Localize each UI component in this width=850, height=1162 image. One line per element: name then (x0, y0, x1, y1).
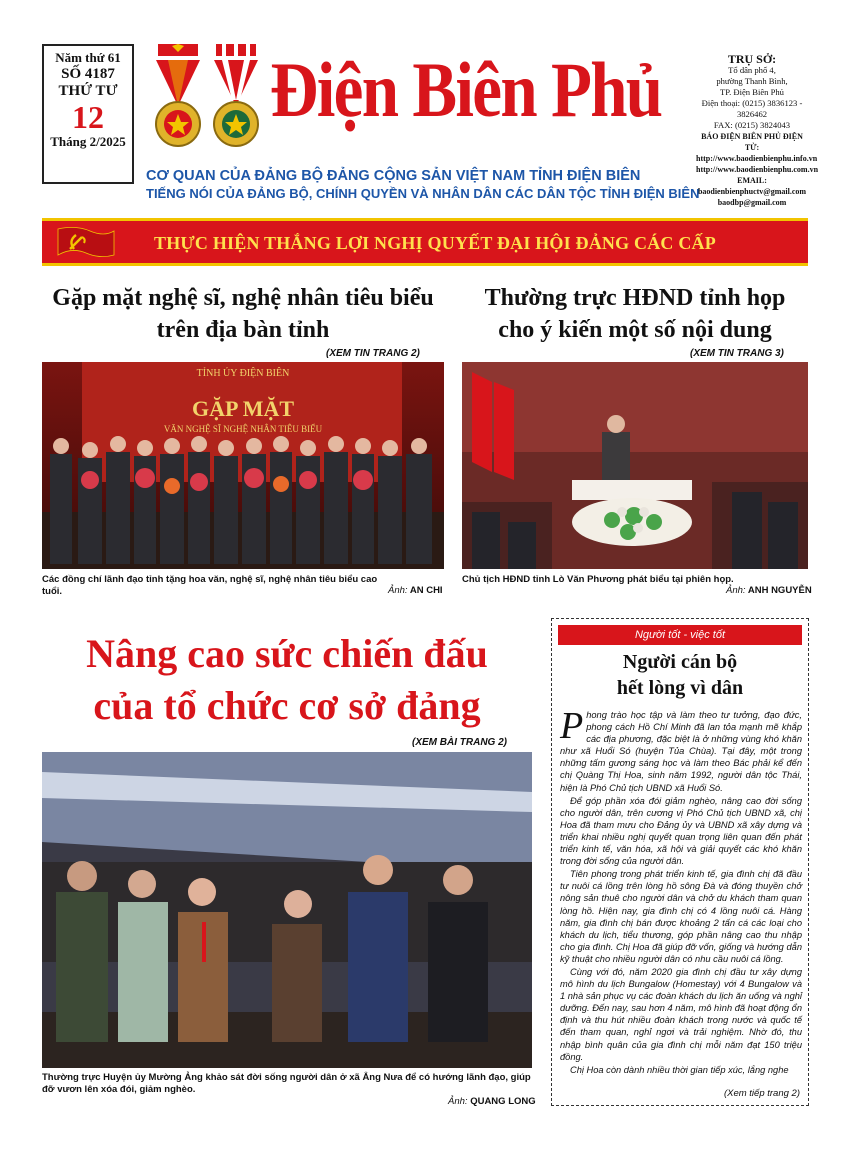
right-story-caption: Chủ tịch HĐND tỉnh Lò Văn Phương phát biểu tại phiên họp. (462, 574, 734, 585)
column-tag: Người tốt - việc tốt (558, 625, 802, 645)
issue-year: Năm thứ 61 (55, 50, 121, 65)
credit-name: QUANG LONG (470, 1096, 536, 1107)
hq-email-2[interactable]: baodbp@gmail.com (717, 198, 787, 207)
headline-line: Nâng cao sức chiến đấu (86, 631, 488, 676)
right-story-see-more[interactable]: (XEM TIN TRANG 3) (690, 348, 784, 359)
main-story-credit (448, 1096, 536, 1107)
main-story-headline[interactable] (42, 628, 532, 732)
headline-line: Thường trực HĐND tỉnh họp (484, 285, 786, 311)
hq-email-1[interactable]: EMAIL: baodienbienphuctv@gmail.com (697, 176, 807, 196)
hq-phone: Điện thoại: (0215) 3836123 - 3826462 (701, 98, 803, 119)
stage-line-3: VĂN NGHỆ SĨ NGHỆ NHÂN TIÊU BIỂU (163, 424, 323, 434)
credit-name: ANH NGUYỄN (747, 585, 812, 596)
title-line: Người cán bộ (622, 651, 738, 673)
headline-line: của tổ chức cơ sở đảng (93, 683, 481, 728)
left-story-see-more[interactable]: (XEM TIN TRANG 2) (326, 348, 420, 359)
hq-address-2: phường Thanh Bình, (716, 76, 788, 86)
headquarters-info (696, 52, 819, 208)
paragraph: Cùng với đó, năm 2020 gia đình chị đầu tư xây dựng mô hình du lịch Bungalow (Homestay) với 4 Bungalow và 1 nhà sản phục vụ các đoàn khách du lịch ăn uống và nghỉ dưỡng. Đến nay, sau hơn 4 năm, mô hình đã hoạt động ổn định và thu hút nhiều đoàn khách trong nước và quốc tế đến tham quan, nghỉ ngơi và trải nghiệm. Nhờ đó, thu nhập bình quân của gia đình chị mỗi năm đạt 150 triệu đồng. (560, 966, 802, 1062)
hq-fax: FAX: (0215) 3824043 (713, 120, 791, 130)
dropcap: P (560, 705, 584, 747)
main-story-caption: Thường trực Huyện ủy Mường Ảng khảo sát đời sống người dân ở xã Ẳng Nưa để có hướng lãnh đạo, giúp đỡ vươn lên xóa đói, giảm nghèo. (42, 1072, 531, 1095)
party-banner (42, 218, 808, 266)
stage-line-2: GẶP MẶT (191, 396, 295, 421)
column-body (560, 705, 802, 1077)
org-line-2: TIẾNG NÓI CỦA ĐẢNG BỘ, CHÍNH QUYỀN VÀ NHÂN DÂN CÁC DÂN TỘC TỈNH ĐIỆN BIÊN (146, 186, 700, 201)
paragraph: Để góp phần xóa đói giảm nghèo, nâng cao đời sống cho người dân, trên cương vị Phó Chủ tịch UBND xã, chị Hoa đã tham mưu cho Đảng ủy và UBND xã xây dựng và triển khai nhiều nghị quyết quan trọng liên quan đến phát triển kinh tế, văn hóa, xã hội và giải quyết các khó khăn trong đời sống của người dân. (560, 795, 802, 867)
hq-web-2[interactable]: http://www.baodienbienphu.com.vn (696, 165, 819, 174)
stage-line-1: TỈNH ỦY ĐIỆN BIÊN (196, 368, 290, 379)
medal-icon (150, 40, 206, 152)
hq-address-3: TP. Điện Biên Phủ (720, 87, 784, 97)
paragraph: Tiên phong trong phát triển kinh tế, gia đình chị đã đầu tư nuôi cá lồng trên lòng hồ sông Đà và đóng thuyền chở nông sản thuê cho người dân và chở du khách tham quan lòng hồ. Hiện nay, gia đình chị có 4 lồng nuôi cá. Hàng năm, gia đình chị bán được khoảng 2 tấn cá các loại cho khách du lịch, tiểu thương, góp phần nâng cao thu nhập cho gia đình. Chị Hoa đã giúp đỡ vốn, giống và hướng dẫn kỹ thuật cho nhiều người dân có nhu cầu nuôi cá lồng. (560, 869, 802, 964)
right-story-headline[interactable] (462, 282, 808, 346)
headline-line: trên địa bàn tỉnh (156, 317, 330, 343)
paragraph: Chị Hoa còn dành nhiều thời gian tiếp xúc, lắng nghe (570, 1064, 789, 1075)
credit-label: Ảnh: (388, 585, 408, 596)
column-title[interactable] (558, 649, 802, 701)
good-deeds-column (551, 618, 809, 1106)
issue-weekday: THỨ TƯ (58, 83, 118, 99)
issue-info-box (42, 44, 134, 184)
party-flag-icon (56, 225, 116, 261)
title-line: hết lòng vì dân (616, 677, 744, 699)
headline-line: cho ý kiến một số nội dung (498, 317, 772, 343)
medal-icon (208, 40, 264, 152)
hq-web-1[interactable]: http://www.baodienbienphu.info.vn (696, 154, 818, 163)
left-story-caption: Các đồng chí lãnh đạo tỉnh tặng hoa văn, nghệ sĩ, nghệ nhân tiêu biểu cao tuổi. (42, 574, 378, 597)
right-story-photo (462, 362, 808, 569)
newspaper-logo: Điện Biên Phủ (270, 46, 662, 133)
left-story-credit (388, 585, 443, 596)
issue-month: Tháng 2/2025 (50, 134, 126, 149)
right-story-credit (726, 585, 812, 596)
paragraph: hong trào học tập và làm theo tư tưởng, đạo đức, phong cách Hồ Chí Minh đã lan tỏa mạnh mẽ khắp các địa phương, đặc biệt là ở những vùng khó khăn như xã Huổi Só (huyện Tủa Chùa). Tại đây, một trong những tấm gương sáng học và làm theo Bác phải kể đến chị Quàng Thị Hoa, sinh năm 1992, người dân tộc Thái, hiện là Phó Chủ tịch UBND xã Huổi Só. (560, 710, 802, 793)
continue-link[interactable]: (Xem tiếp trang 2) (723, 1088, 800, 1099)
left-story-photo (42, 362, 444, 569)
credit-label: Ảnh: (726, 585, 746, 596)
headline-line: Gặp mặt nghệ sĩ, nghệ nhân tiêu biểu (52, 285, 434, 311)
banner-text: THỰC HIỆN THẮNG LỢI NGHỊ QUYẾT ĐẠI HỘI ĐẢNG CÁC CẤP (154, 233, 716, 253)
left-story-headline[interactable] (42, 282, 444, 346)
main-story-see-more[interactable]: (XEM BÀI TRANG 2) (412, 737, 507, 748)
org-line-1: CƠ QUAN CỦA ĐẢNG BỘ ĐẢNG CỘNG SẢN VIỆT NAM TỈNH ĐIỆN BIÊN (146, 168, 641, 184)
credit-label: Ảnh: (448, 1096, 468, 1107)
issue-number: SỐ 4187 (61, 66, 115, 82)
hq-online-title: BÁO ĐIỆN BIÊN PHỦ ĐIỆN TỬ: (701, 132, 803, 152)
credit-name: AN CHI (409, 585, 443, 596)
issue-day: 12 (72, 99, 104, 135)
main-story-photo (42, 752, 532, 1068)
hq-address-1: Tổ dân phố 4, (728, 65, 776, 75)
hq-title: TRỤ SỞ: (727, 52, 777, 66)
